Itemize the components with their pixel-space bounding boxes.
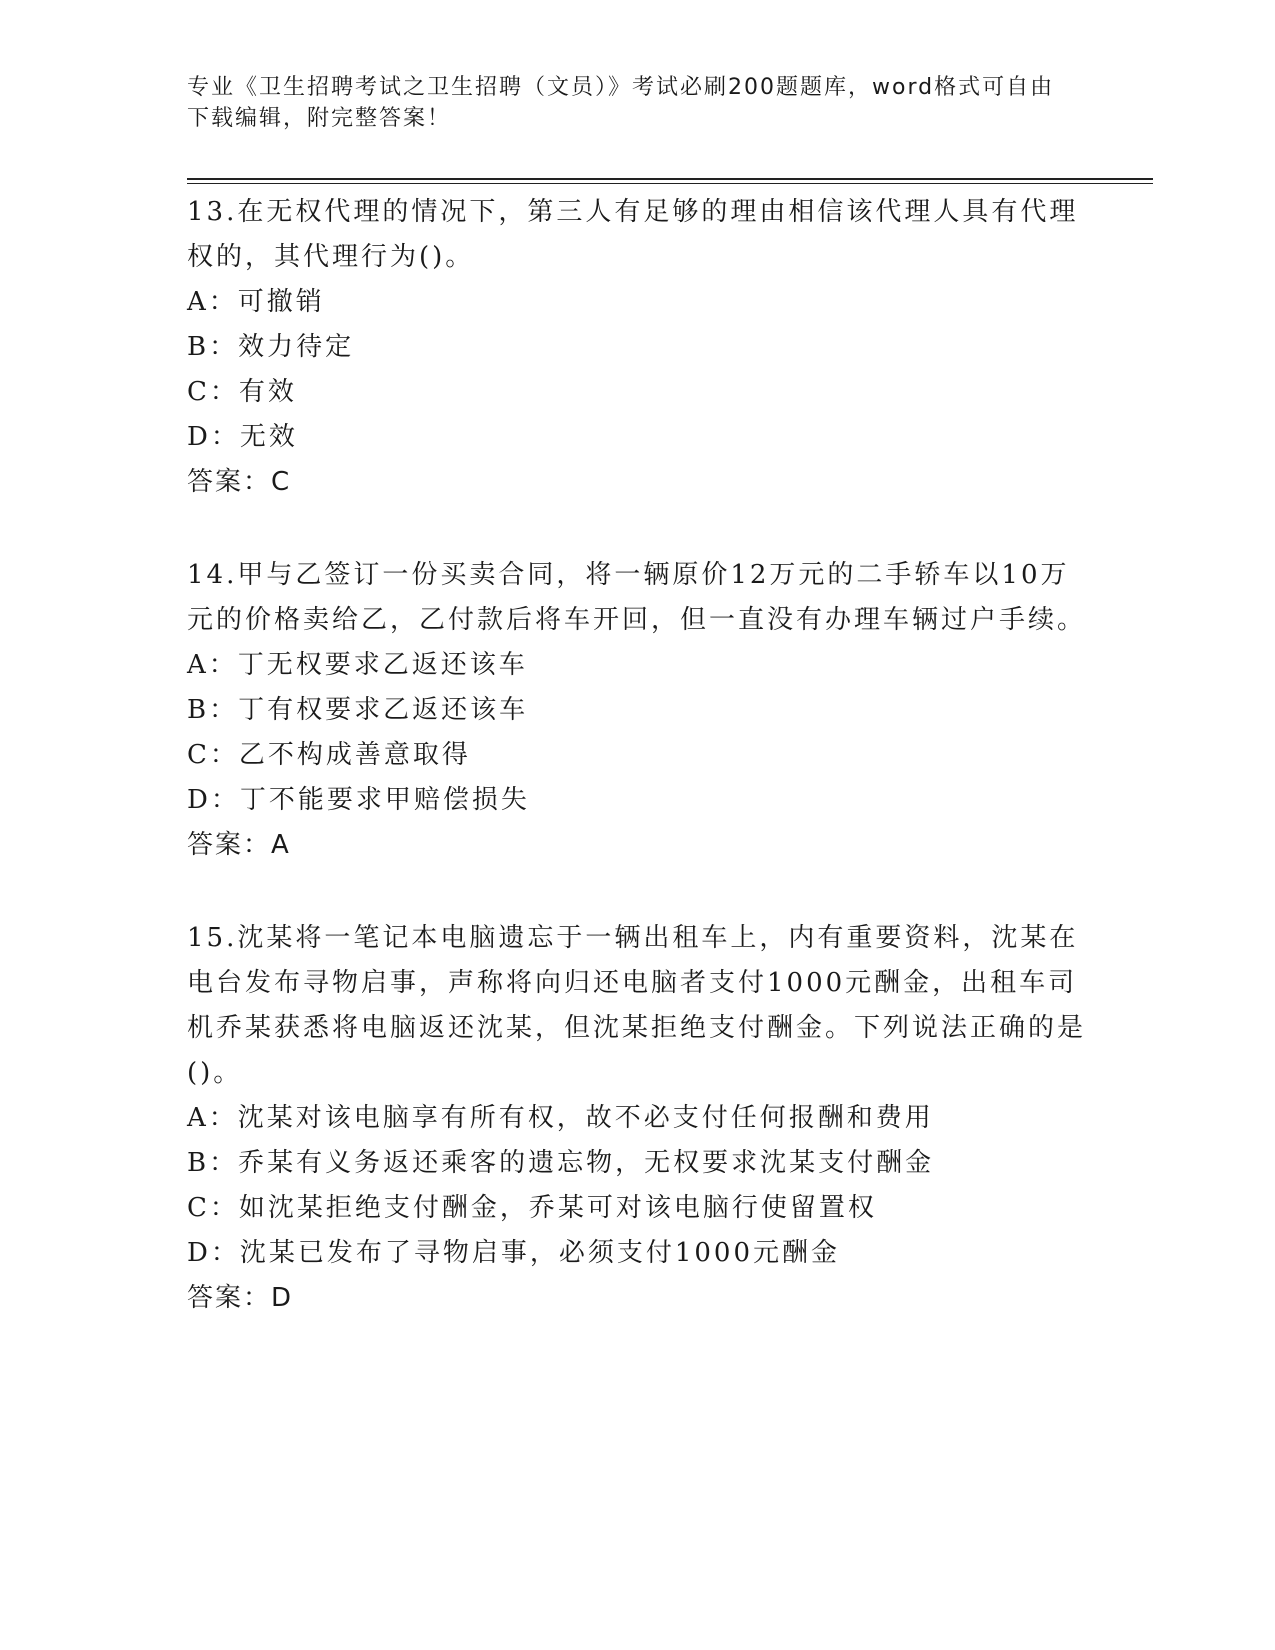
answer-label: 答案： — [187, 467, 272, 497]
option-b: B：效力待定 — [187, 332, 355, 362]
answer-label: 答案： — [187, 1283, 272, 1313]
question-list — [187, 190, 1087, 1321]
question-14 — [187, 553, 1087, 868]
question-13 — [187, 190, 1087, 505]
answer-label: 答案： — [187, 830, 272, 860]
answer-line — [187, 460, 1087, 505]
option-c: C：有效 — [187, 377, 297, 407]
option-d: D：丁不能要求甲赔偿损失 — [187, 785, 530, 815]
option-c: C：乙不构成善意取得 — [187, 740, 471, 770]
question-stem: 15.沈某将一笔记本电脑遗忘于一辆出租车上，内有重要资料，沈某在电台发布寻物启事，声称将向归还电脑者支付1000元酬金，出租车司机乔某获悉将电脑返还沈某，但沈某拒绝支付酬金。下列说法正确的是()。 — [187, 923, 1087, 1088]
answer-line — [187, 823, 1087, 868]
question-stem: 13.在无权代理的情况下，第三人有足够的理由相信该代理人具有代理权的，其代理行为()。 — [187, 197, 1079, 272]
answer-line — [187, 1276, 1087, 1321]
option-d: D：沈某已发布了寻物启事，必须支付1000元酬金 — [187, 1238, 841, 1268]
option-b: B：丁有权要求乙返还该车 — [187, 695, 529, 725]
header-rule-thick — [187, 178, 1153, 180]
answer-value: A — [271, 830, 291, 860]
question-stem: 14.甲与乙签订一份买卖合同，将一辆原价12万元的二手轿车以10万元的价格卖给乙，乙付款后将车开回，但一直没有办理车辆过户手续。 — [187, 560, 1087, 635]
option-d: D：无效 — [187, 422, 298, 452]
option-c: C：如沈某拒绝支付酬金，乔某可对该电脑行使留置权 — [187, 1193, 877, 1223]
option-a: A：沈某对该电脑享有所有权，故不必支付任何报酬和费用 — [187, 1103, 934, 1133]
question-15 — [187, 916, 1087, 1321]
option-a: A：丁无权要求乙返还该车 — [187, 650, 528, 680]
answer-value: C — [271, 467, 292, 497]
page-header: 专业《卫生招聘考试之卫生招聘（文员）》考试必刷200题题库，word格式可自由下载编辑，附完整答案！ — [187, 75, 1055, 131]
answer-value: D — [271, 1283, 294, 1313]
option-b: B：乔某有义务返还乘客的遗忘物，无权要求沈某支付酬金 — [187, 1148, 935, 1178]
option-a: A：可撤销 — [187, 287, 325, 317]
header-rule-thin — [187, 183, 1153, 184]
